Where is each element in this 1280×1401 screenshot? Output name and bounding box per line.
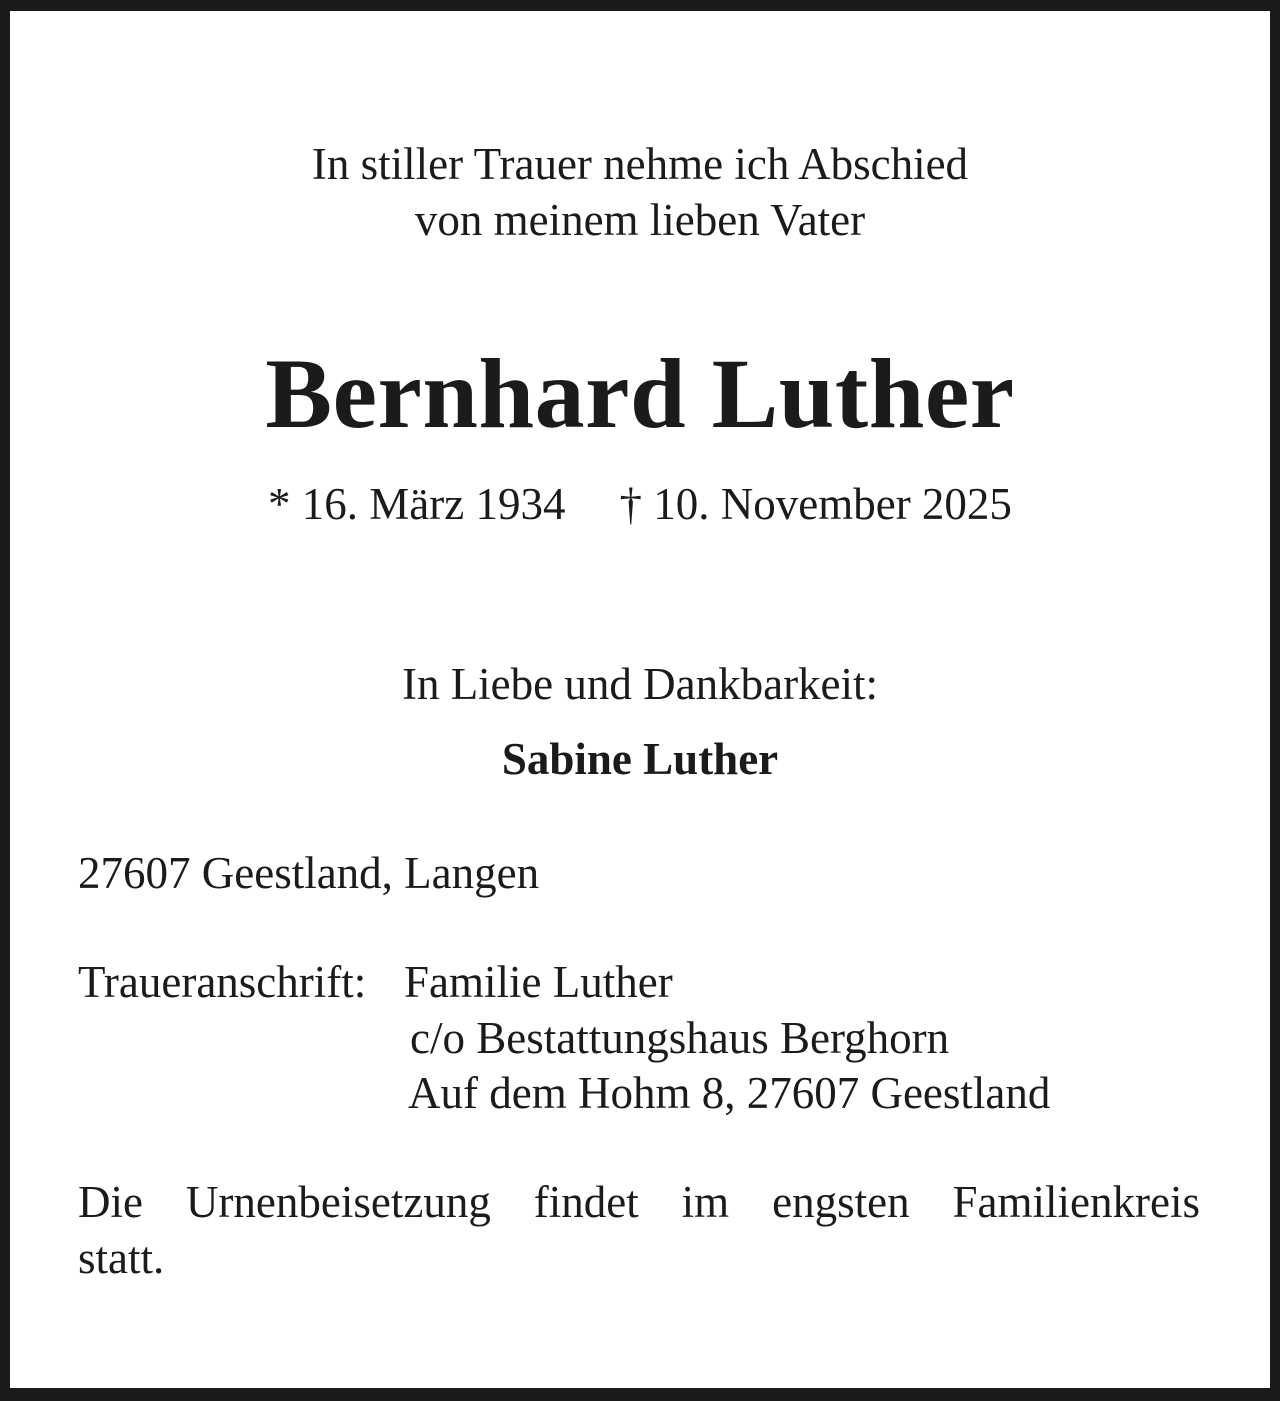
burial-note-word: findet [533,1177,639,1227]
intro-line-2: von meinem lieben Vater [414,195,866,245]
location: 27607 Geestland, Langen [78,848,540,898]
burial-note-word: Die [78,1177,143,1227]
closing-phrase: In Liebe und Dankbarkeit: [401,659,879,709]
intro-line-1: In stiller Trauer nehme ich Abschied [311,139,969,189]
burial-note-word: im [681,1177,730,1227]
death-date: † 10. November 2025 [619,479,1012,529]
life-dates [0,479,1280,529]
burial-note-word: engsten [772,1177,910,1227]
mourning-address-label: Traueranschrift: [78,957,367,1007]
burial-note-word: Urnenbeisetzung [185,1177,491,1227]
birth-date: * 16. März 1934 [268,479,566,529]
mourning-address-line-2: c/o Bestattungshaus Berghorn [410,1013,950,1063]
burial-note-line-1 [78,1177,1200,1227]
burial-note-line-2: statt. [78,1233,165,1283]
deceased-name: Bernhard Luther [265,338,1015,449]
burial-note-word: Familienkreis [952,1177,1200,1227]
mourning-address-line-3: Auf dem Hohm 8, 27607 Geestland [408,1068,1051,1118]
mourning-address-line-1: Familie Luther [404,957,673,1007]
signer-name: Sabine Luther [501,734,779,784]
